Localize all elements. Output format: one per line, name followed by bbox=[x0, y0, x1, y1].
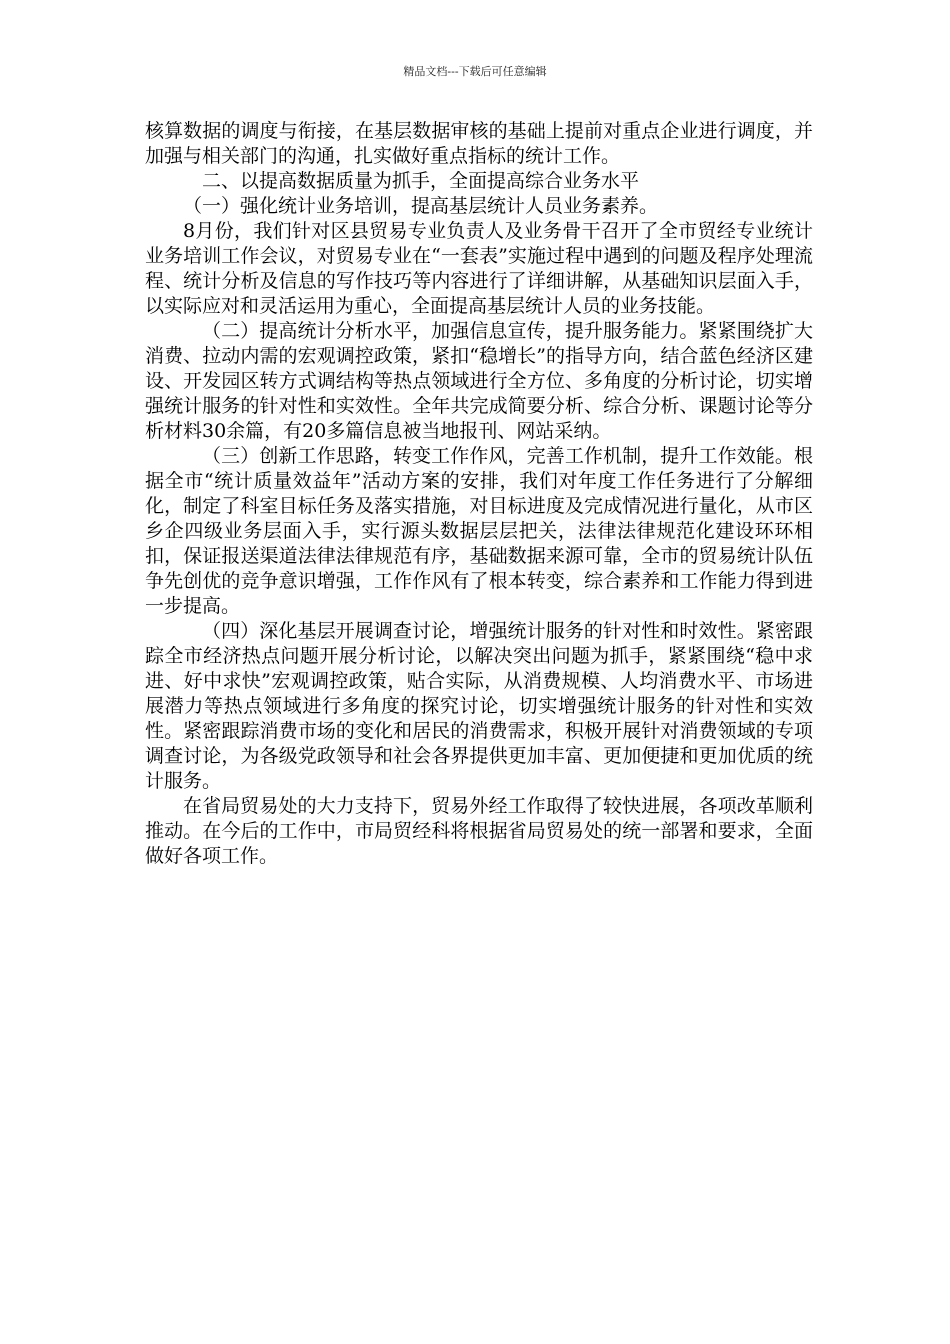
paragraph-intro: 核算数据的调度与衔接，在基层数据审核的基础上提前对重点企业进行调度，并加强与相关部门的沟通，扎实做好重点指标的统计工作。 bbox=[145, 120, 813, 167]
subsection-heading-1: （一）强化统计业务培训，提高基层统计人员业务素养。 bbox=[183, 195, 659, 217]
document-body bbox=[145, 119, 813, 869]
paragraph-training: 8月份，我们针对区县贸易专业负责人及业务骨干召开了全市贸经专业统计业务培训工作会议，对贸易专业在“一套表”实施过程中遇到的问题及程序处理流程、统计分析及信息的写作技巧等内容进行了详细讲解，从基础知识层面入手，以实际应对和灵活运用为重心，全面提高基层统计人员的业务技能。 bbox=[145, 220, 813, 317]
paragraph-analysis: （二）提高统计分析水平，加强信息宣传，提升服务能力。紧紧围绕扩大消费、拉动内需的宏观调控政策，紧扣“稳增长”的指导方向，结合蓝色经济区建设、开发园区转方式调结构等热点领域进行全方位、多角度的分析讨论，切实增强统计服务的针对性和实效性。全年共完成简要分析、综合分析、课题讨论等分析材料30余篇，有20多篇信息被当地报刊、网站采纳。 bbox=[145, 320, 813, 442]
paragraph-conclusion: 在省局贸易处的大力支持下，贸易外经工作取得了较快进展，各项改革顺利推动。在今后的工作中，市局贸经科将根据省局贸易处的统一部署和要求，全面做好各项工作。 bbox=[145, 795, 813, 867]
paragraph-innovation: （三）创新工作思路，转变工作作风，完善工作机制，提升工作效能。根据全市“统计质量效益年”活动方案的安排，我们对年度工作任务进行了分解细化，制定了科室目标任务及落实措施，对目标进度及完成情况进行量化，从市区乡企四级业务层面入手，实行源头数据层层把关，法律法律规范化建设环环相扣，保证报送渠道法律法律规范有序，基础数据来源可靠，全市的贸易统计队伍争先创优的竞争意识增强，工作作风有了根本转变，综合素养和工作能力得到进一步提高。 bbox=[145, 445, 813, 617]
paragraph-research: （四）深化基层开展调查讨论，增强统计服务的针对性和时效性。紧密跟踪全市经济热点问题开展分析讨论，以解决突出问题为抓手，紧紧围绕“稳中求进、好中求快”宏观调控政策，贴合实际，从消费规模、人均消费水平、市场进展潜力等热点领域进行多角度的探究讨论，切实增强统计服务的针对性和实效性。紧密跟踪消费市场的变化和居民的消费需求，积极开展针对消费领域的专项调查讨论，为各级党政领导和社会各界提供更加丰富、更加便捷和更加优质的统计服务。 bbox=[145, 620, 813, 792]
page-header: 精品文档---下载后可任意编辑 bbox=[403, 65, 547, 78]
section-heading: 二、以提高数据质量为抓手，全面提高综合业务水平 bbox=[202, 170, 640, 192]
